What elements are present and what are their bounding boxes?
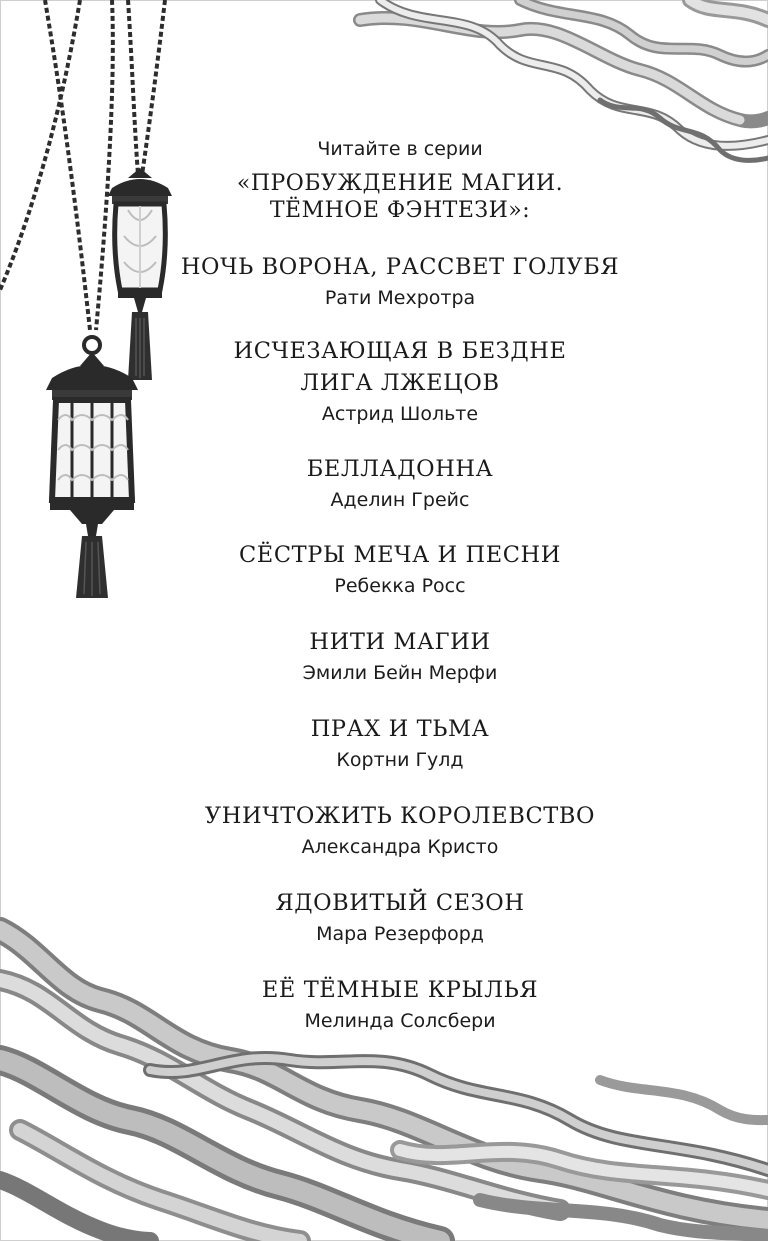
book-author: Ребекка Росс (334, 575, 466, 597)
book-author: Кортни Гулд (336, 749, 464, 771)
book-title: НОЧЬ ВОРОНА, РАССВЕТ ГОЛУБЯ (180, 254, 620, 280)
series-name-line-1: «ПРОБУЖДЕНИЕ МАГИИ. (236, 171, 564, 196)
book-title: ЕЁ ТЁМНЫЕ КРЫЛЬЯ (261, 977, 539, 1003)
book-entry (150, 453, 650, 515)
book-author: Аделин Грейс (330, 489, 470, 511)
book-author: Астрид Шольте (321, 403, 479, 425)
book-entry (150, 800, 650, 862)
series-name-line-2: ТЁМНОЕ ФЭНТЕЗИ»: (269, 198, 531, 223)
lantern-large (46, 337, 138, 598)
book-author: Мара Резерфорд (316, 923, 484, 945)
book-entry (150, 626, 650, 688)
book-title: УНИЧТОЖИТЬ КОРОЛЕВСТВО (204, 803, 596, 829)
book-title: ИСЧЕЗАЮЩАЯ В БЕЗДНЕ (233, 338, 567, 364)
book-entry (150, 335, 650, 429)
series-name (150, 170, 650, 224)
book-title: НИТИ МАГИИ (309, 629, 491, 655)
book-entry (150, 539, 650, 601)
book-title: СЁСТРЫ МЕЧА И ПЕСНИ (238, 542, 562, 568)
book-entry (150, 713, 650, 775)
series-list (150, 134, 650, 1036)
book-title: БЕЛЛАДОННА (306, 456, 494, 482)
book-author: Александра Кристо (301, 836, 499, 858)
book-entry (150, 251, 650, 313)
book-title: ЯДОВИТЫЙ СЕЗОН (275, 890, 525, 916)
book-author: Мелинда Солсбери (304, 1010, 496, 1032)
book-author: Рати Мехротра (324, 287, 476, 309)
book-entry (150, 887, 650, 949)
book-title: ЛИГА ЛЖЕЦОВ (300, 370, 500, 396)
book-entry (150, 974, 650, 1036)
book-author: Эмили Бейн Мерфи (302, 662, 498, 684)
intro-text: Читайте в серии (317, 138, 483, 160)
book-title: ПРАХ И ТЬМА (310, 716, 490, 742)
